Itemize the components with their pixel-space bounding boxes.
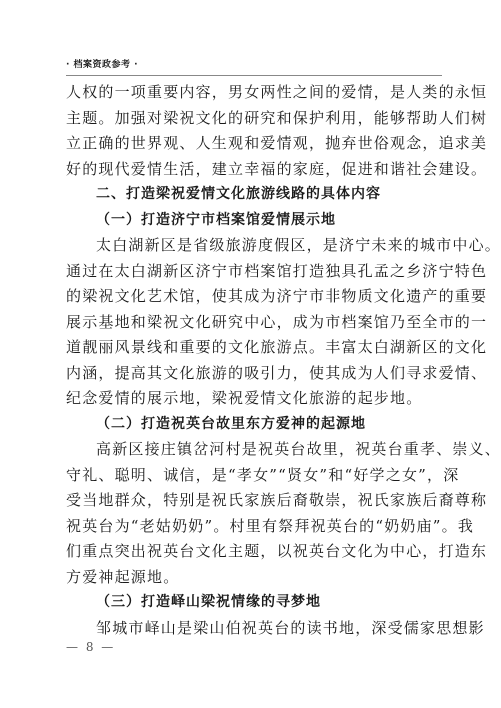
paragraph-line: 邹城市峄山是梁山伯祝英台的读书地，深受儒家思想影 xyxy=(96,618,485,637)
paragraph-line: 通过在太白湖新区济宁市档案馆打造独具孔孟之乡济宁特色 xyxy=(66,261,488,280)
paragraph-line: 太白湖新区是省级旅游度假区，是济宁未来的城市中心。 xyxy=(96,236,501,254)
header-divider xyxy=(66,75,442,76)
paragraph-line: 人权的一项重要内容，男女两性之间的爱情，是人类的永恒 xyxy=(66,83,488,101)
paragraph-line: 高新区接庄镇岔河村是祝英台故里，祝英台重孝、崇义、 xyxy=(96,440,501,458)
paragraph-line: 的梁祝文化艺术馆，使其成为济宁市非物质文化遗产的重要 xyxy=(66,287,488,305)
subsection-heading: （二）打造祝英台故里东方爱神的起源地 xyxy=(96,415,366,432)
document-body xyxy=(66,80,501,641)
paragraph-line: 方爱神起源地。 xyxy=(66,567,180,586)
paragraph-line: 们重点突出祝英台文化主题，以祝英台文化为中心，打造东 xyxy=(66,542,488,560)
paragraph-line: 祝英台为“老姑奶奶”。村里有祭拜祝英台的“奶奶庙”。我 xyxy=(66,516,475,535)
subsection-heading: （一）打造济宁市档案馆爱情展示地 xyxy=(96,211,336,228)
running-header: · 档案资政参考 · xyxy=(66,60,139,70)
paragraph-line: 主题。加强对梁祝文化的研究和保护利用，能够帮助人们树 xyxy=(66,108,488,127)
paragraph-line: 道靓丽风景线和重要的文化旅游点。丰富太白湖新区的文化 xyxy=(66,338,488,356)
paragraph-line: 守礼、聪明、诚信，是“孝女”“贤女”和“好学之女”，深 xyxy=(66,465,460,484)
section-heading: 二、打造梁祝爱情文化旅游线路的具体内容 xyxy=(96,186,381,202)
paragraph-line: 立正确的世界观、人生观和爱情观，抛弃世俗观念，追求美 xyxy=(66,134,488,152)
paragraph-line: 好的现代爱情生活，建立幸福的家庭，促进和谐社会建设。 xyxy=(66,159,488,178)
paragraph-line: 展示基地和梁祝文化研究中心，成为市档案馆乃至全市的一 xyxy=(66,312,488,331)
paragraph-line: 内涵，提高其文化旅游的吸引力，使其成为人们寻求爱情、 xyxy=(66,363,488,382)
paragraph-line: 受当地群众，特别是祝氏家族后裔敬崇，祝氏家族后裔尊称 xyxy=(66,491,488,509)
paragraph-line: 纪念爱情的展示地，梁祝爱情文化旅游的起步地。 xyxy=(66,389,423,407)
subsection-heading: （三）打造峄山梁祝情缘的寻梦地 xyxy=(96,594,321,610)
page-number: — 8 — xyxy=(66,640,116,654)
